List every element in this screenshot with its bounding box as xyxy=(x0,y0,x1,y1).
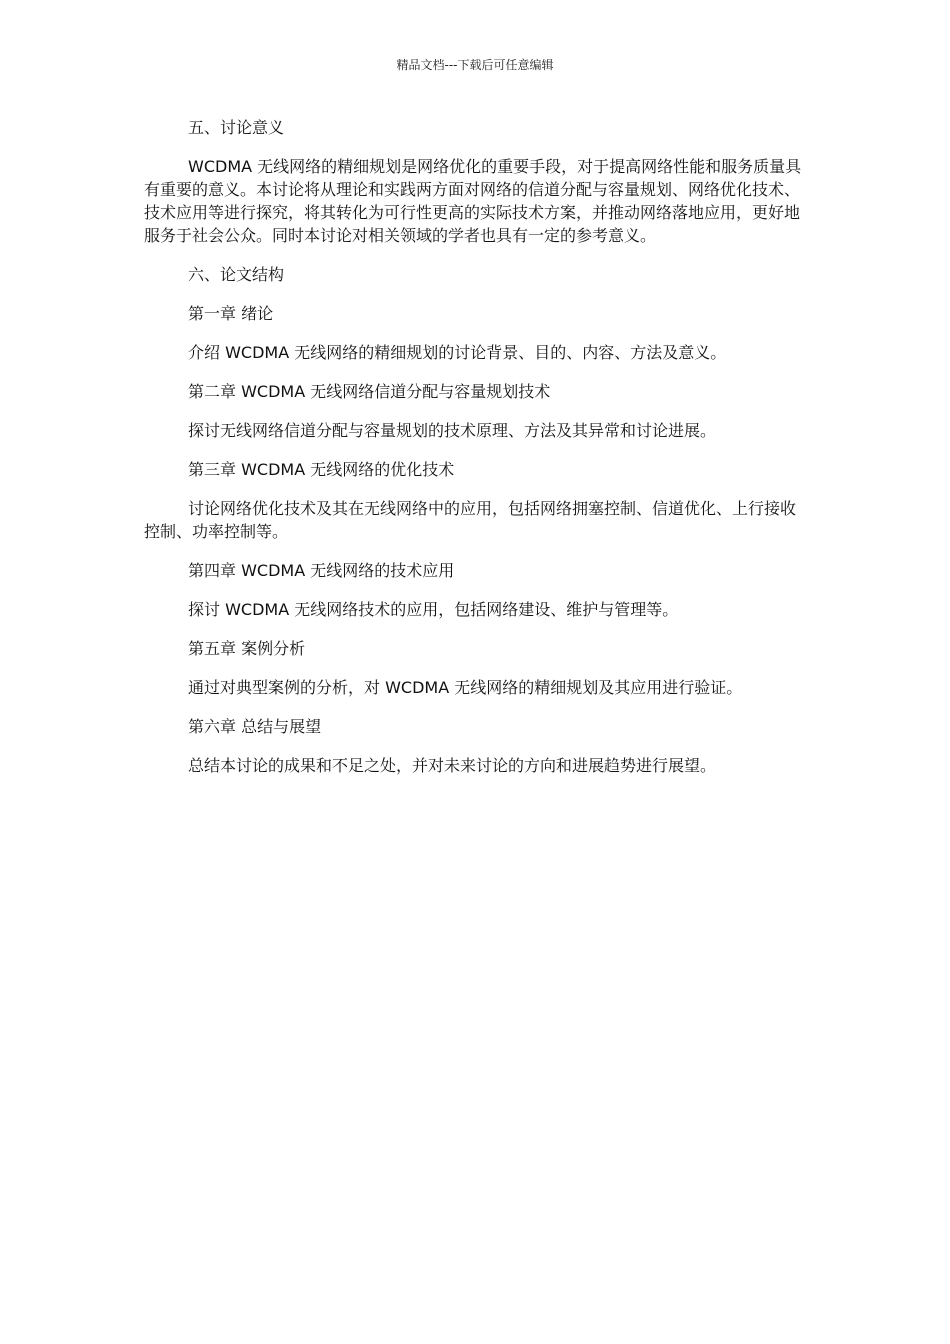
document-body xyxy=(144,116,808,793)
section-heading-structure: 六、论文结构 xyxy=(188,265,285,284)
significance-paragraph: WCDMA 无线网络的精细规划是网络优化的重要手段，对于提高网络性能和服务质量具有重要的意义。本讨论将从理论和实践两方面对网络的信道分配与容量规划、网络优化技术、技术应用等进行探究，将其转化为可行性更高的实际技术方案，并推动网络落地应用，更好地服务于社会公众。同时本讨论对相关领域的学者也具有一定的参考意义。 xyxy=(144,157,802,245)
chapter-2-title: 第二章 WCDMA 无线网络信道分配与容量规划技术 xyxy=(188,382,551,401)
chapter-1-title: 第一章 绪论 xyxy=(188,304,274,323)
chapter-5-title: 第五章 案例分析 xyxy=(188,639,306,658)
chapter-3-description: 讨论网络优化技术及其在无线网络中的应用，包括网络拥塞控制、信道优化、上行接收控制、功率控制等。 xyxy=(144,499,797,541)
chapter-6-description: 总结本讨论的成果和不足之处，并对未来讨论的方向和进展趋势进行展望。 xyxy=(188,756,717,775)
page-header: 精品文档---下载后可任意编辑 xyxy=(396,58,554,72)
chapter-5-description: 通过对典型案例的分析，对 WCDMA 无线网络的精细规划及其应用进行验证。 xyxy=(188,678,743,697)
chapter-6-title: 第六章 总结与展望 xyxy=(188,717,322,736)
chapter-3-title: 第三章 WCDMA 无线网络的优化技术 xyxy=(188,460,455,479)
chapter-4-description: 探讨 WCDMA 无线网络技术的应用，包括网络建设、维护与管理等。 xyxy=(188,600,679,619)
chapter-2-description: 探讨无线网络信道分配与容量规划的技术原理、方法及其异常和讨论进展。 xyxy=(188,421,717,440)
section-heading-significance: 五、讨论意义 xyxy=(188,118,285,137)
chapter-4-title: 第四章 WCDMA 无线网络的技术应用 xyxy=(188,561,455,580)
chapter-1-description: 介绍 WCDMA 无线网络的精细规划的讨论背景、目的、内容、方法及意义。 xyxy=(188,343,727,362)
